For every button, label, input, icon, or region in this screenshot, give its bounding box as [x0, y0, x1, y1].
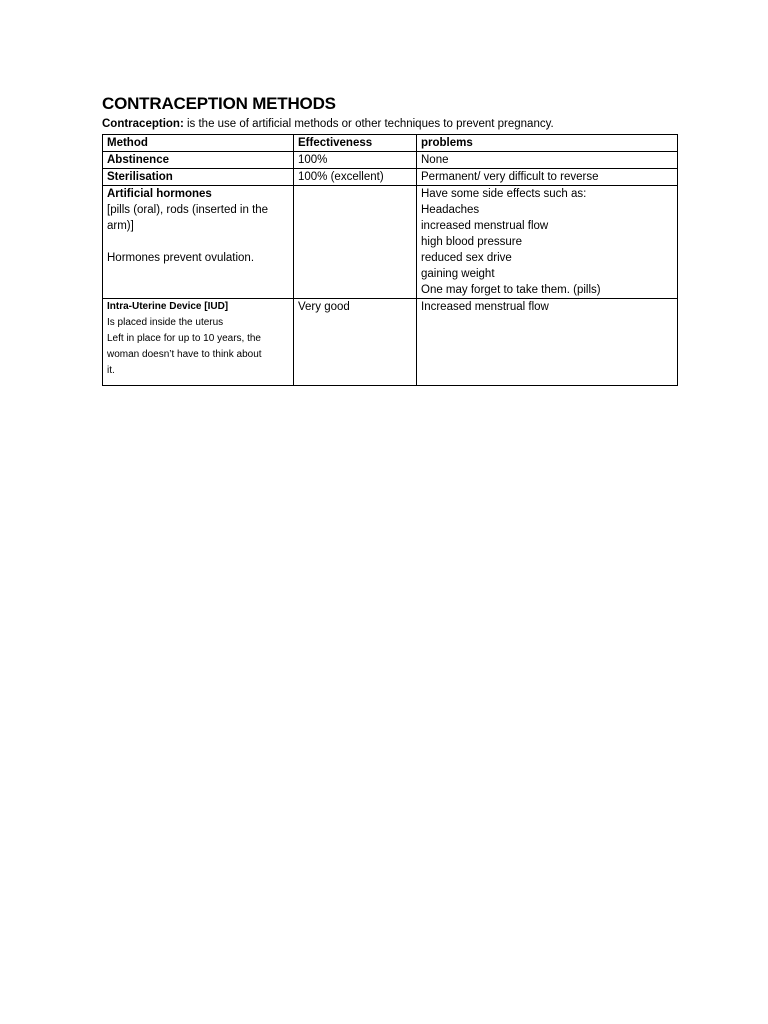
header-effectiveness: Effectiveness	[294, 135, 417, 152]
method-cell	[103, 299, 294, 386]
header-problems: problems	[417, 135, 678, 152]
method-detail: woman doesn’t have to think about	[107, 349, 262, 360]
table-row	[103, 299, 678, 386]
problems-cell: None	[417, 152, 678, 169]
problems-cell: Increased menstrual flow	[417, 299, 678, 386]
method-detail: Left in place for up to 10 years, the	[107, 333, 261, 344]
method-cell: Sterilisation	[103, 169, 294, 186]
problem-line: One may forget to take them. (pills)	[421, 284, 601, 296]
methods-table	[102, 134, 678, 386]
method-detail: arm)]	[107, 220, 134, 232]
table-row	[103, 169, 678, 186]
effectiveness-cell: Very good	[294, 299, 417, 386]
method-detail: [pills (oral), rods (inserted in the	[107, 204, 269, 216]
table-row	[103, 152, 678, 169]
method-name: Artificial hormones	[107, 188, 212, 200]
effectiveness-cell	[294, 186, 417, 299]
effectiveness-cell: 100% (excellent)	[294, 169, 417, 186]
problem-line: high blood pressure	[421, 236, 523, 248]
blank-line	[107, 234, 289, 250]
problem-line: reduced sex drive	[421, 252, 512, 264]
document-page	[102, 94, 676, 386]
problem-line: increased menstrual flow	[421, 220, 549, 232]
problem-line: Headaches	[421, 204, 480, 216]
method-cell	[103, 186, 294, 299]
page-title: CONTRACEPTION METHODS	[102, 94, 336, 113]
definition-term: Contraception:	[102, 118, 184, 130]
effectiveness-cell: 100%	[294, 152, 417, 169]
definition-text: is the use of artificial methods or other techniques to prevent pregnancy.	[183, 118, 554, 130]
problem-line: Have some side effects such as:	[421, 188, 587, 200]
definition-paragraph	[102, 117, 676, 132]
header-method: Method	[103, 135, 294, 152]
method-detail: it.	[107, 365, 115, 376]
method-cell: Abstinence	[103, 152, 294, 169]
table-row	[103, 186, 678, 299]
method-name: Intra-Uterine Device [IUD]	[107, 301, 229, 312]
problem-line: gaining weight	[421, 268, 495, 280]
problems-cell	[417, 186, 678, 299]
method-detail: Is placed inside the uterus	[107, 317, 224, 328]
method-note: Hormones prevent ovulation.	[107, 252, 255, 264]
problems-cell: Permanent/ very difficult to reverse	[417, 169, 678, 186]
table-header-row	[103, 135, 678, 152]
